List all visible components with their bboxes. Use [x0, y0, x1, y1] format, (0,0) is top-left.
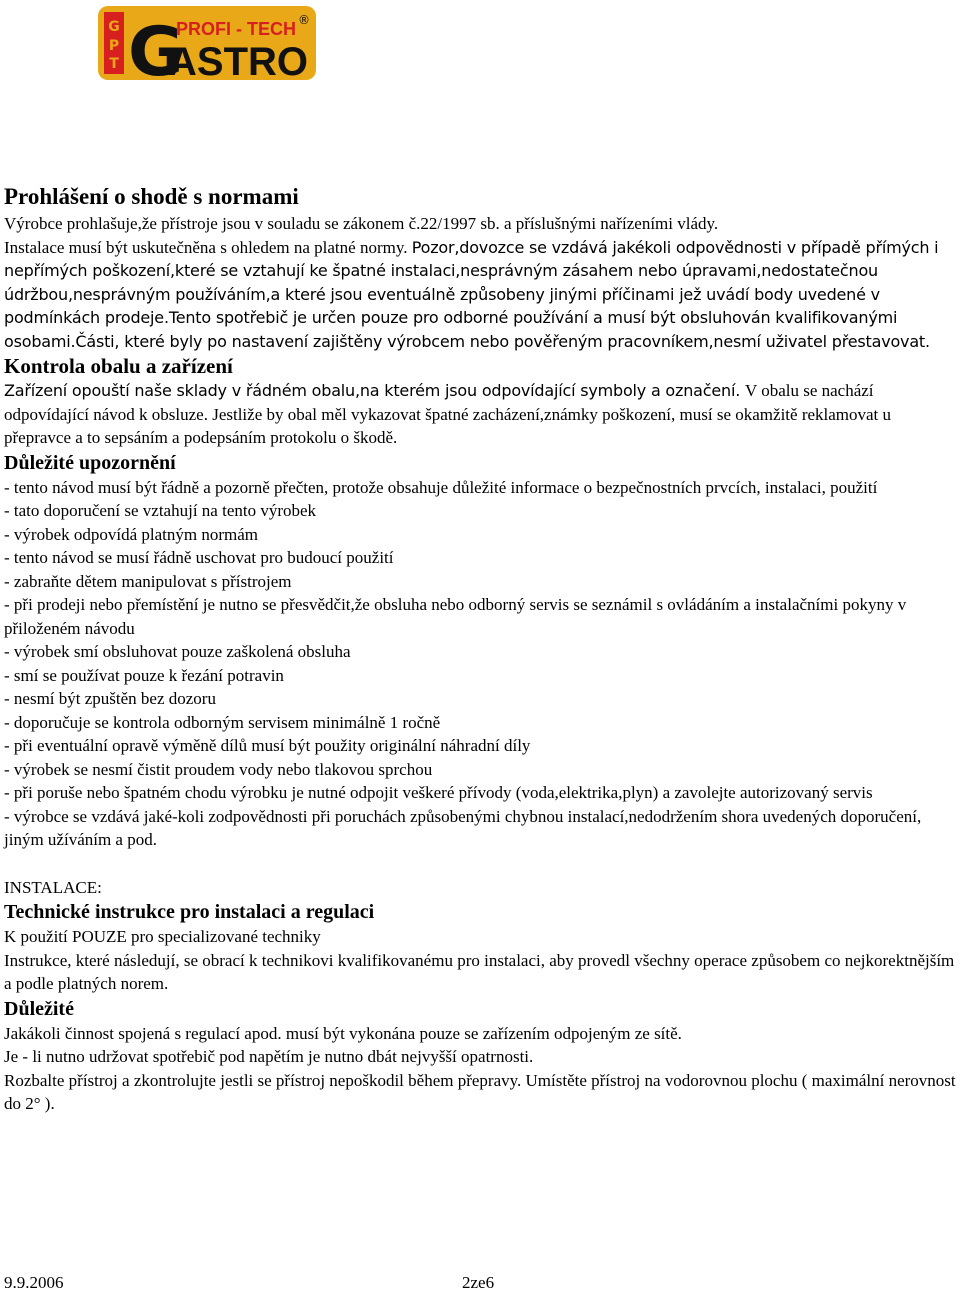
list-item: - tento návod musí být řádně a pozorně přečten, protože obsahuje důležité informace o bezpečnostních prvcích, instalaci, použití	[4, 477, 878, 497]
logo-profi-tech: PROFI - TECH	[176, 19, 296, 39]
installation-label: INSTALACE:	[4, 877, 102, 897]
logo-big-g: G	[128, 13, 184, 82]
package-check-paragraph	[4, 379, 956, 450]
important-paragraph-1: Jakákoli činnost spojená s regulací apod. musí být vykonána pouze se zařízením odpojeným ze sítě.	[4, 1023, 682, 1043]
registered-mark: ®	[298, 13, 310, 27]
logo-letter-g: G	[108, 19, 120, 35]
technicians-only-note: K použití POUZE pro specializované techniky	[4, 927, 321, 946]
list-item: - výrobek se nesmí čistit proudem vody nebo tlakovou sprchou	[4, 759, 433, 779]
list-item: - smí se používat pouze k řezání potravin	[4, 665, 284, 685]
installation-note: Instalace musí být uskutečněna s ohledem na platné normy.	[4, 237, 412, 257]
instructions-paragraph: Instrukce, které následují, se obrací k technikovi kvalifikovanému pro instalaci, aby provedl všechny operace způsobem co nejkorektnějším a podle platných norem.	[4, 950, 955, 993]
logo-letter-t: T	[109, 56, 119, 72]
declaration-paragraph-1: Výrobce prohlašuje,že přístroje jsou v souladu se zákonem č.22/1997 sb. a příslušnými nařízeními vlády.	[4, 214, 719, 233]
important-paragraph-2: Je - li nutno udržovat spotřebič pod napětím je nutno dbát nejvyšší opatrnosti.	[4, 1047, 534, 1066]
list-item: - výrobek odpovídá platným normám	[4, 524, 259, 544]
footer-page-number: 2ze6	[462, 1273, 495, 1292]
list-item: - výrobek smí obsluhovat pouze zaškolená obsluha	[4, 642, 351, 661]
list-item: - při prodeji nebo přemístění je nutno se přesvědčit,že obsluha nebo odborný servis se seznámil s ovládáním a instalačními pokyny v přiloženém návodu	[4, 595, 907, 638]
list-item: - zabraňte dětem manipulovat s přístrojem	[4, 571, 292, 591]
list-item: - výrobce se vzdává jaké-koli zodpovědnosti při poruchách způsobenými chybnou instalací,nedodržením shora uvedených doporučení, jiným užíváním a pod.	[4, 806, 922, 849]
important-paragraph-3: Rozbalte přístroj a zkontrolujte jestli se přístroj nepoškodil během přepravy. Umístěte přístroj na vodorovnou plochu ( maximální nerovnost do 2° ).	[4, 1070, 956, 1113]
footer-date: 9.9.2006	[4, 1273, 64, 1292]
section-title-package-check: Kontrola obalu a zařízení	[4, 354, 233, 378]
section-title-important-warning: Důležité upozornění	[4, 451, 176, 474]
document-body	[4, 182, 956, 1116]
warning-list	[4, 476, 956, 852]
list-item: - doporučuje se kontrola odborným servisem minimálně 1 ročně	[4, 712, 441, 732]
package-check-text-1: Zařízení opouští naše sklady v řádném obalu,na kterém jsou odpovídající symboly a označení.	[4, 381, 745, 400]
declaration-paragraph-2	[4, 236, 956, 354]
spacer	[4, 852, 956, 876]
section-title-technical-instructions: Technické instrukce pro instalaci a regulaci	[4, 901, 375, 923]
list-item: - nesmí být zpuštěn bez dozoru	[4, 689, 216, 708]
logo-astro: ASTRO	[168, 40, 308, 82]
section-title-declaration: Prohlášení o shodě s normami	[4, 184, 299, 209]
liability-note: Pozor,dovozce se vzdává jakékoli odpovědnosti v případě přímých i nepřímých poškození,které se vztahují ke špatné instalaci,nesprávným zásahem nebo úpravami,nedostatečnou údržbou,nesprávným používáním,a které jsou eventuálně způsobeny jinými příčinami jež uvádí body uvedené v podmínkách prodeje.Tento spotřebič je určen pouze pro odborné používání a musí být obsluhován kvalifikovanými osobami.Části, které byly po nastavení zajištěny výrobcem nebo pověřeným pracovníkem,nesmí uživatel přestavovat.	[4, 237, 939, 351]
logo-letter-p: P	[108, 38, 120, 54]
list-item: - tato doporučení se vztahují na tento výrobek	[4, 501, 317, 520]
profi-tech-gastro-logo	[98, 4, 318, 82]
package-check-text-2: V obalu se nachází odpovídající návod k obsluze. Jestliže by obal měl vykazovat špatné zacházení,známky poškození, musí se okamžitě reklamovat u přepravce a to sepsáním a podepsáním protokolu o škodě.	[4, 381, 892, 447]
list-item: - při poruše nebo špatném chodu výrobku je nutné odpojit veškeré přívody (voda,elektrika,plyn) a zavolejte autorizovaný servis	[4, 783, 873, 802]
list-item: - tento návod se musí řádně uschovat pro budoucí použití	[4, 548, 394, 567]
list-item: - při eventuální opravě výměně dílů musí být použity originální náhradní díly	[4, 736, 531, 755]
section-title-important: Důležité	[4, 997, 74, 1020]
